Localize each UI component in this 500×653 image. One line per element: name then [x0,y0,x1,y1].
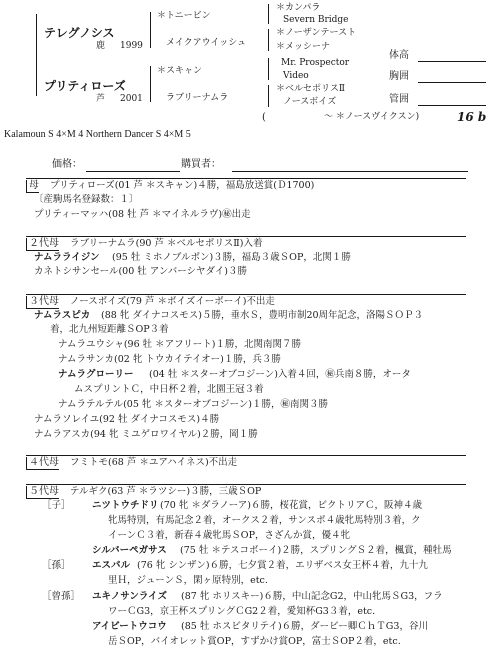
gen3-8: ノースボイズ [283,97,337,107]
price-field[interactable] [86,159,180,172]
g3-tag: ３代母 [26,296,59,309]
height-label: 体高 [389,50,409,61]
paren-open: ( [262,112,266,123]
g5-grandchild1-name: エスパル [92,560,131,571]
gen3-brace-4 [268,85,269,107]
g2-child1-name: ナムラライジン [34,252,100,263]
g5-great-grandchild1-name: ユキノサンライズ [92,591,167,602]
gen3-2: Severn Bridge [283,15,349,25]
gen3-1: ＊カンパラ [276,3,321,13]
g3-child1-name: ナムラスピカ [34,310,91,321]
gen2-dam-dam: ラブリーナムラ [166,93,229,103]
dam-divider [26,178,466,179]
chest-label: 胸囲 [389,71,409,82]
gen3-brace-3 [268,58,269,80]
sire-sex: 鹿 [96,41,106,51]
g5-divider [26,484,466,485]
g4-line: フミトモ(68 芦 ＊ユアハイネス)不出走 [70,457,238,468]
g5-great-grandchild2-rest: (85 牡 ホスビタリテイ)６勝，ダービー卿ＣｈＴG3，谷川 [181,621,428,632]
gen2-sire-dam: メイクアウイッシュ [166,38,247,48]
g5-grandchild1-cont: 里Ｈ，ジューンＳ，閑ヶ原特別，etc. [108,575,268,586]
paren-tail: ～ ＊ノースヴイクスン) [324,112,420,122]
g3-divider [26,294,466,295]
g5-line: テルギク(63 芦 ＊ラツシー)３勝，三歳ＳOP [70,486,262,497]
buyer-field[interactable] [232,159,468,172]
family-number: 16 b [457,110,487,124]
pedigree-brace [36,14,37,96]
dam-line: プリティローズ(01 芦 ＊スキャン)４勝，福島放送賞(Ｄ1700) [50,180,315,191]
dam-sex: 芦 [96,94,106,104]
gen3-4: ＊メッシーナ [276,42,331,52]
g5-great-grandchild1-rest: (87 牝 ホリスキー)６勝，中山記念G2，中山牝馬ＳG3，フラ [181,591,443,602]
gen2-dam-sire: ＊スキャン [157,66,203,76]
great-grandchild-tag: ［曾孫］ [42,591,81,602]
g5-child1-cont2: イーンＣ３着，新春４歳牝馬ＳOP，さざんか賞，優４牝 [108,530,350,541]
grandchild-tag: ［孫］ [42,560,71,571]
g5-great-grandchild2-name: アイビートウコウ [92,621,167,632]
g3-grandchild3-rest: (04 牡 ＊スターオブコジーン)入着４回，㊙兵南８勝，オータ [149,369,411,380]
g2-tag: ２代母 [26,238,59,251]
g3-grandchild3-cont: ムスプリントＣ，中日杯２着，北園王冠３着 [74,384,264,395]
inbreeding-line: Kalamoun S 4×M 4 Northern Dancer S 4×M 5 [4,129,191,140]
g3-child1-cont: 着，北九州短距離ＳOP３着 [50,324,169,335]
gen2-dam-brace [150,66,151,102]
g5-child1-cont1: 牝馬特別，有馬記念２着，オークス２着，サンスポ４歳牝馬特別３着，ク [108,515,421,526]
g2-child2: カネトシサンセール(00 牡 アンバーシヤダイ)３勝 [34,266,247,277]
g5-great-grandchild1-cont: ワーＣG3，京王杯スプリングＣG2２着，愛知杯G3３着，etc. [108,606,376,617]
sire-name: テレグノシス [44,26,115,40]
g5-grandchild1-rest: (76 牝 シンザン)６勝，七夕賞２着，エリザベス女王杯４着，九十九 [137,560,428,571]
dam-name: プリティローズ [44,79,126,93]
g3-child1-rest: (88 牝 ダイナコスモス)５勝，垂水Ｓ，豊明市制20周年記念，洛陽ＳＯＰ３ [101,310,424,321]
g5-great-grandchild2-cont: 岳ＳOP，バイオレット賞OP，すずかけ賞OP，富士ＳOP２着，etc. [108,636,401,647]
g5-tag: ５代母 [26,486,59,499]
g5-child1-name: ニツトウチドリ [92,500,159,511]
g3-child3: ナムラアスカ(94 牝 ミユゲロワイヤル)２勝，岡１勝 [34,429,258,440]
g3-grandchild3-name: ナムラグローリー [58,369,134,380]
sire-year: 1999 [120,41,143,51]
gen3-3: ＊ノーザンテースト [276,28,357,38]
g5-child2-name: シルバーペガサス [92,545,167,556]
gen2-sire-brace [150,12,151,48]
dam-registration: 〔産駒馬名登録数：１〕 [34,194,139,205]
g2-line: ラブリーナムラ(90 芦 ＊ベルセポリスⅡ)入着 [70,238,263,249]
gen3-brace-2 [268,29,269,51]
g4-divider [26,455,466,456]
dam-year: 2001 [120,94,143,104]
g2-divider [26,236,466,237]
gen2-sire-sire: ＊トニービン [157,11,211,21]
cannon-field[interactable] [418,94,486,106]
chest-field[interactable] [418,71,486,83]
cannon-label: 管囲 [389,94,409,105]
g4-tag: ４代母 [26,457,59,470]
g2-child1-rest: (95 牡 ミホノブルボン)３勝，福島３歳ＳOP，北関１勝 [112,252,351,263]
gen3-6: Video [283,71,309,81]
g5-child2-rest: (75 牡 ＊テスコボーイ)２勝，スプリングＳ２着，楓賞，種牡馬 [180,545,452,556]
price-label: 価格： [52,159,82,170]
g3-line: ノースボイズ(79 芦 ＊ボイズイーボーイ)不出走 [70,296,275,307]
g3-grandchild2: ナムラサンカ(02 牝 トウカイテイオー)１勝，兵３勝 [58,354,281,365]
gen3-7: ＊ベルセポリスⅡ [276,84,345,94]
g5-child1-rest: (70 牝 ＊ダラノーア)６勝，桜花賞，ビクトリアＣ，阪神４歳 [160,500,422,511]
dam-tag: 母 [26,180,39,193]
buyer-label: 購買者： [181,159,221,170]
g3-grandchild1: ナムラユウシャ(96 牡 ＊アフリート)１勝，北関南関７勝 [58,339,301,350]
gen3-5: Mr. Prospector [281,58,350,68]
gen3-brace-1 [268,4,269,24]
height-field[interactable] [418,50,486,62]
dam-foal: プリティーマッハ(08 牡 芦 ＊マイネルラヴ)㊙出走 [34,209,251,220]
g3-child2: ナムラソレイユ(92 牡 ダイナコスモス)４勝 [34,414,220,425]
g3-grandchild4: ナムラテルテル(05 牝 ＊スターオブコジーン)１勝，㊙南関３勝 [58,399,328,410]
child-tag: ［子］ [42,500,71,511]
